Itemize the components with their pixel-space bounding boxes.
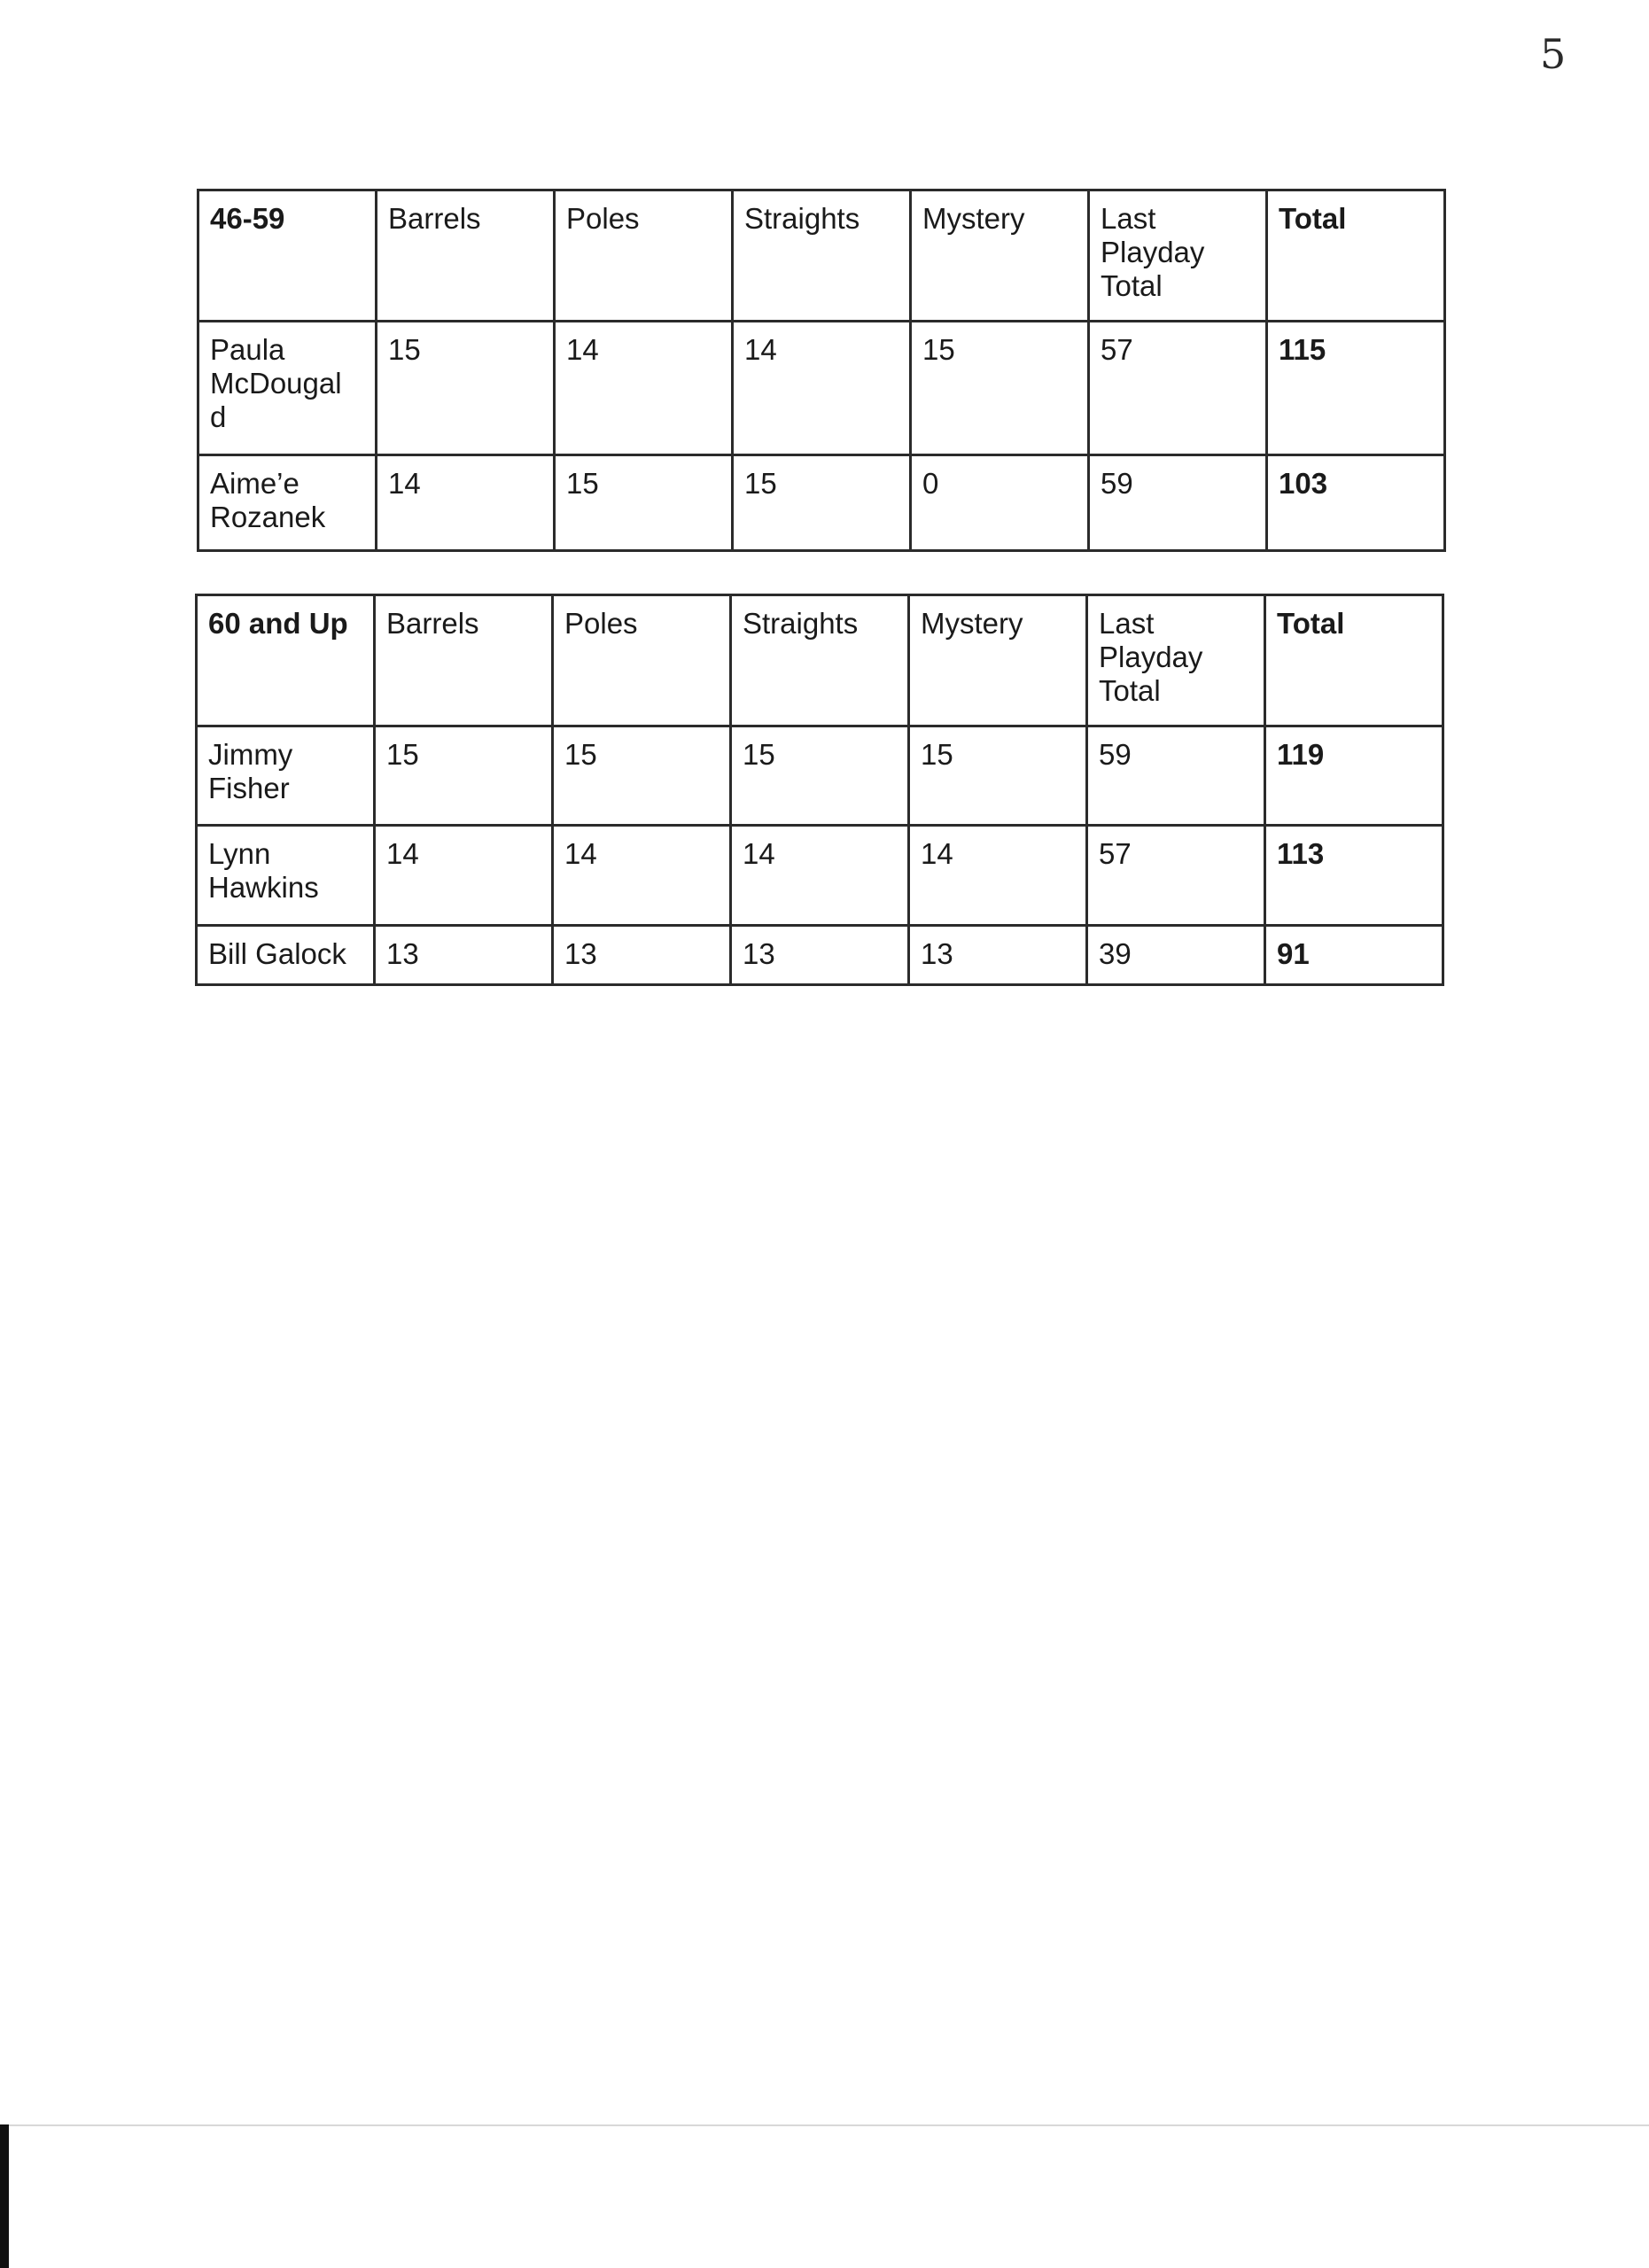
table-row: [198, 455, 1445, 551]
column-header-straights: Straights: [731, 595, 909, 726]
mystery-score: 15: [909, 726, 1087, 826]
last-playday-total: 59: [1089, 455, 1267, 551]
rider-name: Lynn Hawkins: [197, 826, 375, 926]
mystery-score: 15: [911, 322, 1089, 455]
straights-score: 15: [733, 455, 911, 551]
last-playday-total: 57: [1087, 826, 1265, 926]
total-score: 115: [1267, 322, 1445, 455]
page-number: 5: [1540, 30, 1567, 78]
table-row: [197, 926, 1443, 985]
rider-name: Paula McDougal d: [198, 322, 377, 455]
rider-name: Bill Galock: [197, 926, 375, 985]
total-score: 113: [1265, 826, 1443, 926]
poles-score: 15: [553, 726, 731, 826]
table-row: [198, 322, 1445, 455]
poles-score: 14: [553, 826, 731, 926]
barrels-score: 15: [377, 322, 555, 455]
mystery-score: 14: [909, 826, 1087, 926]
score-table-46-59: [197, 189, 1446, 552]
category-label: 60 and Up: [197, 595, 375, 726]
last-playday-total: 57: [1089, 322, 1267, 455]
column-header-barrels: Barrels: [375, 595, 553, 726]
total-score: 103: [1267, 455, 1445, 551]
column-header-mystery: Mystery: [911, 190, 1089, 322]
column-header-total: Total: [1265, 595, 1443, 726]
barrels-score: 14: [375, 826, 553, 926]
total-score: 119: [1265, 726, 1443, 826]
scan-edge-mark: [0, 2124, 9, 2268]
last-playday-total: 59: [1087, 726, 1265, 826]
column-header-poles: Poles: [553, 595, 731, 726]
last-playday-total: 39: [1087, 926, 1265, 985]
barrels-score: 15: [375, 726, 553, 826]
column-header-last-playday-total: Last Playday Total: [1087, 595, 1265, 726]
barrels-score: 13: [375, 926, 553, 985]
table-row: [197, 726, 1443, 826]
column-header-mystery: Mystery: [909, 595, 1087, 726]
column-header-total: Total: [1267, 190, 1445, 322]
total-score: 91: [1265, 926, 1443, 985]
score-table-60-and-up: [195, 594, 1444, 986]
straights-score: 15: [731, 726, 909, 826]
poles-score: 15: [555, 455, 733, 551]
column-header-straights: Straights: [733, 190, 911, 322]
poles-score: 13: [553, 926, 731, 985]
straights-score: 13: [731, 926, 909, 985]
rider-name: Aime’e Rozanek: [198, 455, 377, 551]
table-header-row: [198, 190, 1445, 322]
mystery-score: 13: [909, 926, 1087, 985]
scan-fold-line: [0, 2124, 1649, 2126]
mystery-score: 0: [911, 455, 1089, 551]
column-header-last-playday-total: Last Playday Total: [1089, 190, 1267, 322]
poles-score: 14: [555, 322, 733, 455]
category-label: 46-59: [198, 190, 377, 322]
straights-score: 14: [731, 826, 909, 926]
column-header-poles: Poles: [555, 190, 733, 322]
rider-name: Jimmy Fisher: [197, 726, 375, 826]
barrels-score: 14: [377, 455, 555, 551]
table-row: [197, 826, 1443, 926]
table-header-row: [197, 595, 1443, 726]
straights-score: 14: [733, 322, 911, 455]
column-header-barrels: Barrels: [377, 190, 555, 322]
